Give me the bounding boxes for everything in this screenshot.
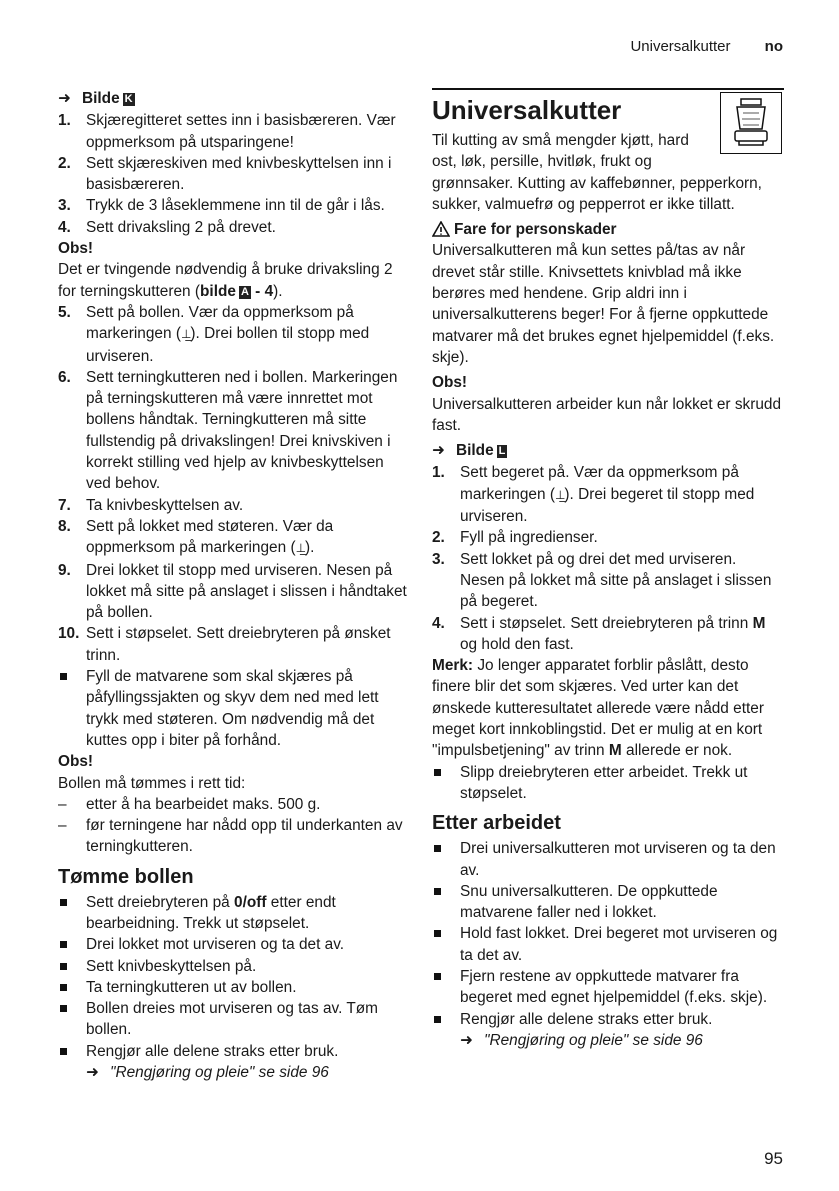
list-item: 10. Sett i støpselet. Sett dreiebryteren på ønsket trinn. [58, 625, 391, 664]
list-item: 2. Sett skjæreskiven med knivbeskyttelsen inn i basisbæreren. [58, 154, 392, 194]
obs-heading: Obs! [432, 374, 468, 392]
bullet-icon [434, 769, 441, 776]
bullet-item: Rengjør alle delene straks etter bruk. [432, 1009, 784, 1030]
bullet-item: Drei universalkutteren mot urviseren og ta den av. [432, 838, 784, 881]
picture-reference: ➜ Bilde K [58, 88, 408, 109]
list-item: 5. Sett på bollen. Vær da oppmerksom på markeringen (⊥̲). Drei bollen til stopp med urviseren. [58, 303, 370, 365]
list-item: 1. Sett begeret på. Vær da oppmerksom på markeringen (⊥̲). Drei begeret til stopp med urviseren. [432, 464, 755, 526]
bullet-item: Sett dreiebryteren på 0/off etter endt bearbeidning. Trekk ut støpselet. [58, 892, 408, 935]
marking-icon: ⊥̲ [295, 541, 306, 556]
list-item: 2. Fyll på ingredienser. [432, 529, 598, 547]
picture-letter-icon: L [498, 445, 506, 458]
bullet-item: Slipp dreiebryteren etter arbeidet. Trekk ut støpselet. [432, 762, 784, 805]
list-item: 7. Ta knivbeskyttelsen av. [58, 496, 244, 514]
marking-icon: ⊥̲ [180, 327, 191, 342]
bullet-item: Sett knivbeskyttelsen på. [58, 956, 408, 977]
bullet-icon [60, 673, 67, 680]
bullet-item: Drei lokket mot urviseren og ta det av. [58, 934, 408, 955]
bullet-item: Fjern restene av oppkuttede matvarer fra begeret med egnet hjelpemiddel (f.eks. skje). [432, 966, 784, 1009]
list-item: 1. Skjæregitteret settes inn i basisbæreren. Vær oppmerksom på utsparingene! [58, 112, 396, 151]
list-item: 3. Trykk de 3 låseklemmene inn til de går i lås. [58, 197, 385, 215]
bullet-item: Fyll de matvarene som skal skjæres på påfyllingssjakten og skyv dem ned med lett trykk med støteren. Om nødvendig må det kuttes opp i biter på forhånd. [58, 666, 408, 751]
left-column [58, 88, 408, 1083]
page-number: 95 [764, 1149, 783, 1168]
intro-text: Til kutting av små mengder kjøtt, hard ost, løk, persille, hvitløk, frukt og grønnsaker. Kutting av kaffebønner, pepperkorn, sukker, valmuefrø og pepperrot er ikke tillatt. [432, 132, 762, 213]
list-item: 3. Sett lokket på og drei det med urviseren. Nesen på lokket må sitte på anslaget i slissen på begeret. [432, 550, 772, 611]
bullet-icon [60, 963, 67, 970]
dash-item: – etter å ha bearbeidet maks. 500 g. [58, 795, 321, 813]
list-item: 9. Drei lokket til stopp med urviseren. Nesen på lokket må sitte på anslaget i slissen i håndtaket på bollen. [58, 561, 407, 622]
obs-heading: Obs! [58, 240, 94, 258]
warning-heading: Fare for personskader [432, 219, 784, 240]
bullet-item: Snu universalkutteren. De oppkuttede matvarene faller ned i lokket. [432, 881, 784, 924]
bullet-icon [60, 941, 67, 948]
bullet-item: Hold fast lokket. Drei begeret mot urviseren og ta det av. [432, 923, 784, 966]
bullet-icon [60, 1048, 67, 1055]
obs-text: Det er tvingende nødvendig å bruke drivaksling 2 for terningskutteren (bilde A - 4). [58, 261, 393, 300]
dash-item: – før terningene har nådd opp til underkanten av terningkutteren. [58, 817, 403, 856]
bullet-icon [434, 845, 441, 852]
warning-icon [432, 221, 450, 237]
bullet-icon [434, 888, 441, 895]
bullet-item: Ta terningkutteren ut av bollen. [58, 977, 408, 998]
bullet-icon [434, 930, 441, 937]
page-header [630, 38, 783, 55]
header-section: Universalkutter [630, 38, 731, 55]
bullet-icon [60, 899, 67, 906]
page-title: Universalkutter [432, 95, 622, 125]
list-item: 4. Sett i støpselet. Sett dreiebryteren på trinn M og hold den fast. [432, 614, 766, 653]
note-text: Merk: Jo lenger apparatet forblir påslått, desto finere blir det som skjæres. Ved urter kan det ønskede kutteresultatet allerede være nådd etter meget kort innkoblingstid. Det er mulig at en kort "impulsbetjening" av trinn M allerede er nok. [432, 657, 764, 760]
obs-text: Bollen må tømmes i rett tid: [58, 774, 246, 792]
right-column [432, 88, 784, 1051]
bullet-icon [434, 1016, 441, 1023]
bullet-item: Bollen dreies mot urviseren og tas av. Tøm bollen. [58, 998, 408, 1041]
list-item: 6. Sett terningkutteren ned i bollen. Markeringen på terningskutteren må være innrettet mot bollens håndtak. Terningkutteren må sitte fullstendig på drivakslingen! Drei knivskiven i korrekt stilling ved hjelp av knivbeskyttelsen ved behov. [58, 368, 398, 493]
obs-text: Universalkutteren arbeider kun når lokket er skrudd fast. [432, 395, 782, 434]
arrow-icon: ➜ [58, 90, 71, 107]
obs-heading: Obs! [58, 753, 94, 771]
marking-icon: ⊥̲ [554, 487, 565, 502]
arrow-icon: ➜ [432, 442, 445, 460]
bullet-item: Rengjør alle delene straks etter bruk. [58, 1041, 408, 1062]
cross-reference: ➜ "Rengjøring og pleie" se side 96 [432, 1030, 784, 1051]
arrow-icon: ➜ [460, 1031, 473, 1049]
section-heading: Etter arbeidet [432, 812, 561, 835]
warning-text: Universalkutteren må kun settes på/tas av når drevet står stille. Knivsettets knivblad må ikke berøres med hendene. Grip aldri inn i universalkutterens beger! For å fjerne oppkuttede matvarer må det brukes egnet hjelpemiddel (f.eks. skje). [432, 242, 775, 366]
picture-reference: ➜ Bilde L [432, 440, 784, 461]
list-item: 8. Sett på lokket med støteren. Vær da oppmerksom på markeringen (⊥̲). [58, 516, 408, 560]
header-language: no [764, 38, 783, 55]
universal-cutter-icon [720, 92, 782, 154]
picture-letter-icon: K [124, 93, 133, 105]
cross-reference: ➜ "Rengjøring og pleie" se side 96 [58, 1062, 408, 1083]
bullet-icon [60, 984, 67, 991]
section-heading: Tømme bollen [58, 865, 194, 888]
list-item: 4. Sett drivaksling 2 på drevet. [58, 218, 276, 236]
bullet-icon [60, 1005, 67, 1012]
arrow-icon: ➜ [86, 1064, 99, 1082]
bullet-icon [434, 973, 441, 980]
picture-letter-icon: A [240, 285, 249, 298]
